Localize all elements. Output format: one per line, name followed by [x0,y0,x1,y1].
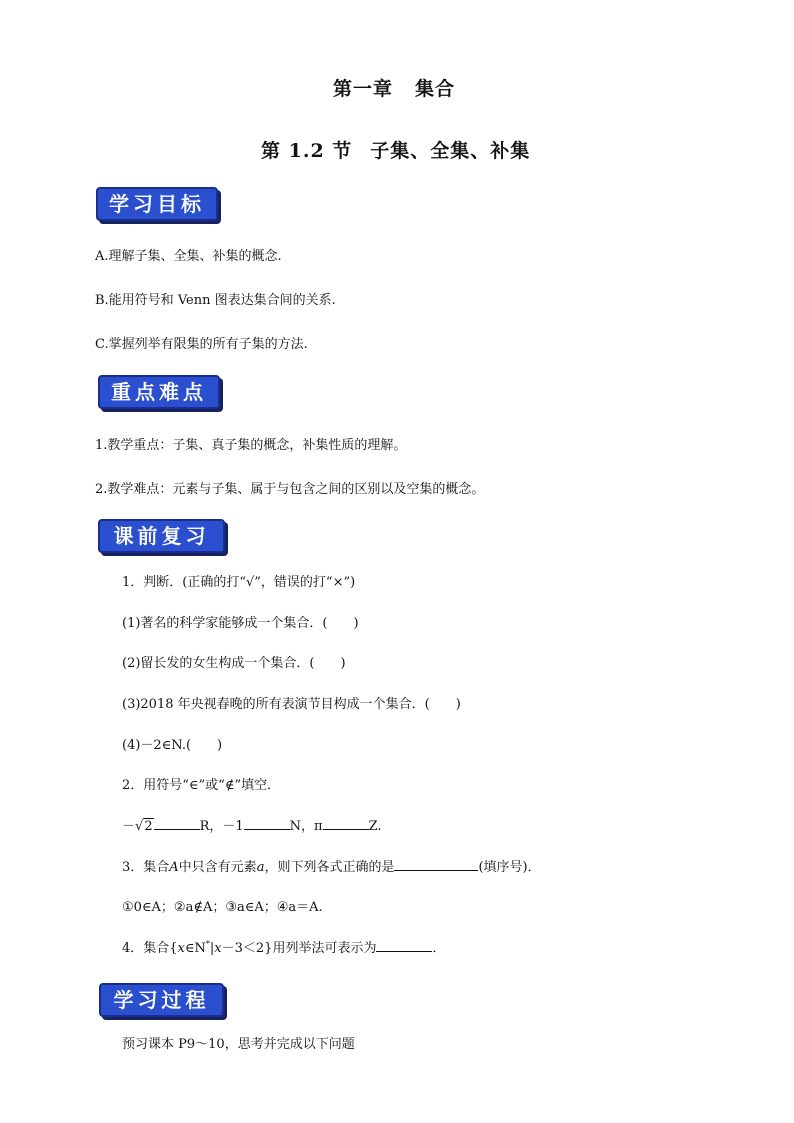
goal-item: B.能用符号和 Venn 图表达集合间的关系. [95,293,336,308]
blank-n [244,816,290,830]
section-badge-goals: 学习目标 [96,187,218,221]
label-n: N，π [289,819,323,834]
question-3: 3．集合A中只含有元素a，则下列各式正确的是 (填序号)． [122,856,541,875]
section-badge-process: 学习过程 [99,983,224,1017]
keypoint-item: 1.教学重点：子集、真子集的概念，补集性质的理解。 [95,438,407,453]
question-2-blanks [122,815,382,834]
sqrt-icon: √2 [135,819,153,834]
blank-r [154,816,200,830]
process-intro: 预习课本 P9～10，思考并完成以下问题 [122,1037,355,1052]
goal-item: C.掌握列举有限集的所有子集的方法. [95,337,308,352]
section-title: 子集、全集、补集 [370,140,531,162]
section-badge-review: 课前复习 [98,519,225,553]
question-1-item: (2)留长发的女生构成一个集合．( ) [122,656,346,671]
minus-sign: － [122,819,136,834]
keypoint-item: 2.教学难点：元素与子集、属于与包含之间的区别以及空集的概念。 [95,482,485,497]
chapter-heading [333,74,455,101]
section-badge-keypoints: 重点难点 [98,375,220,409]
question-1-item: (1)著名的科学家能够成一个集合．( ) [122,616,359,631]
question-1-item: (4)－2∈N.( ) [122,738,223,753]
question-1-item: (3)2018 年央视春晚的所有表演节目构成一个集合．( ) [122,697,461,712]
label-r: R，－1 [199,819,244,834]
question-1: 1．判断．(正确的打“√”，错误的打“×”) [122,575,356,590]
question-3-options: ①0∈A；②a∉A；③a∈A；④a＝A. [122,900,323,915]
label-z: Z. [368,819,382,834]
blank-answer [394,857,478,871]
chapter-label: 第一章 [333,78,394,100]
blank-z [323,816,369,830]
question-2: 2．用符号“∈”或“∉”填空． [122,778,281,793]
section-heading [261,136,530,163]
question-4: 4．集合{x∈N*|x－3＜2}用列举法可表示为 ． [122,939,446,956]
section-label: 第 1.2 节 [261,140,353,162]
goal-item: A.理解子集、全集、补集的概念. [95,249,282,264]
chapter-title: 集合 [415,78,456,100]
blank-answer [376,938,432,952]
